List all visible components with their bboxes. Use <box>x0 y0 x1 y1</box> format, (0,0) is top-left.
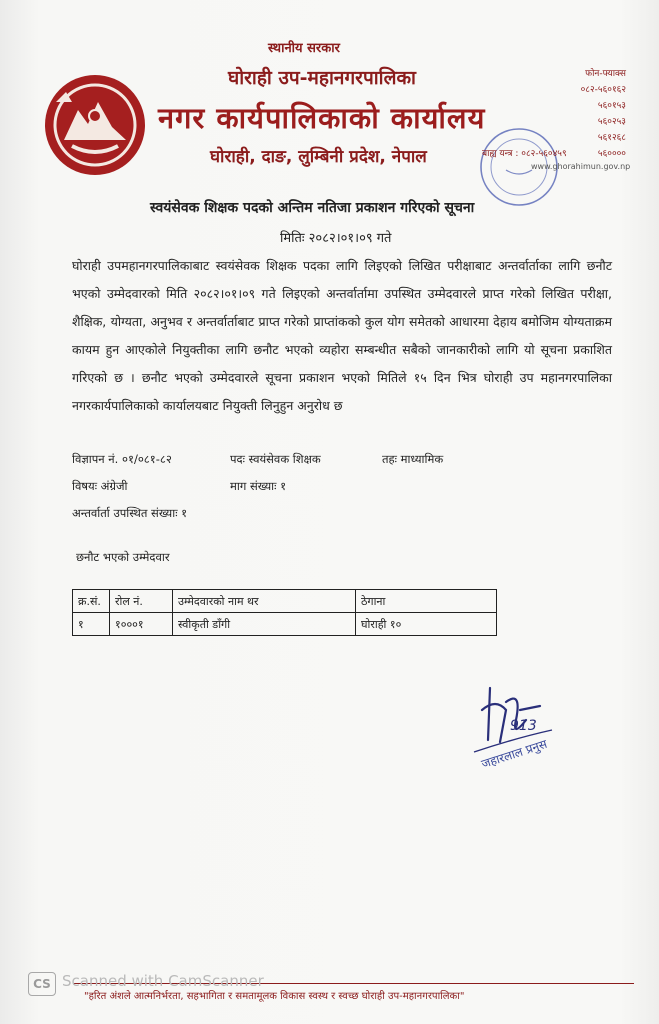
phone-1: ०८२-५६०१६२ <box>580 85 626 95</box>
phone-4: ५६१२६८ <box>597 133 626 143</box>
selected-heading: छनौट भएको उम्मेदवार <box>76 550 170 564</box>
subject-label: विषयः अंग्रेजी <box>72 479 128 493</box>
signature-mark: 913 <box>510 718 537 734</box>
website-url: www.ghorahimun.gov.np <box>531 162 631 171</box>
notice-title: स्वयंसेवक शिक्षक पदको अन्तिम नतिजा प्रकाशन गरिएको सूचना <box>150 200 475 216</box>
phone-2: ५६०१५३ <box>597 101 626 111</box>
post-label: पदः स्वयंसेवक शिक्षक <box>230 452 321 466</box>
fax-number: बाह्य यन्त्र : ०८२-५६०४५९ <box>482 149 567 159</box>
cell-roll: १०००१ <box>110 613 173 636</box>
level-label: तहः माध्यामिक <box>382 452 444 466</box>
cell-serial: १ <box>73 613 110 636</box>
header-roll: रोल नं. <box>110 590 173 613</box>
notice-date: मितिः २०८२।०१।०९ गते <box>280 231 392 246</box>
municipality-name: घोराही उप-महानगरपालिका <box>228 67 416 89</box>
header-name: उम्मेदवारको नाम थर <box>173 590 356 613</box>
ad-number: विज्ञापन नं. ०१/०८१-८२ <box>72 452 172 466</box>
municipality-emblem-icon <box>42 72 148 178</box>
table-header-row <box>73 590 497 613</box>
notice-body: घोराही उपमहानगरपालिकाबाट स्वयंसेवक शिक्षक पदका लागि लिइएको लिखित परीक्षाबाट अन्तर्वार्ताका लागि छनौट भएको उम्मेदवारको मिति २०८२।०१।०९ गते लिइएको अन्तर्वार्तामा उपस्थित उम्मेदवारले प्राप्त गरेको लिखित परीक्षा, शैक्षिक, योग्यता, अनुभव र अन्तर्वार्ताबाट प्राप्त गरेको प्राप्तांकको कुल योग समेतको आधारमा देहाय बमोजिम योग्यताक्रम कायम हुन आएकोले नियुक्तीका लागि छनौट भएको व्यहोरा सम्बन्धीत सबैको जानकारीको लागि यो सूचना प्रकाशित गरिएको छ । छनौट भएको उम्मेदवारले सूचना प्रकाशन भएको मितिले १५ दिन भित्र घोराही उप महानगरपालिका नगरकार्यपालिकाको कार्यालयबाट नियुक्ती लिनुहुन अनुरोध छ <box>72 258 612 413</box>
phone-3: ५६०२५३ <box>597 117 626 127</box>
header-address: ठेगाना <box>356 590 497 613</box>
contact-label: फोन-फ्याक्स <box>585 69 626 79</box>
camscanner-logo: CS <box>28 972 56 996</box>
local-government-label: स्थानीय सरकार <box>268 41 340 56</box>
attendance-count: अन्तर्वार्ता उपस्थित संख्याः १ <box>72 506 188 520</box>
phone-5: ५६०००० <box>597 149 626 159</box>
cell-address: घोराही १० <box>356 613 497 636</box>
header-serial: क्र.सं. <box>73 590 110 613</box>
candidates-table <box>72 589 497 636</box>
cell-name: स्वीकृती डाँगी <box>173 613 356 636</box>
footer-slogan: "हरित अंशले आत्मनिर्भरता, सहभागिता र समतामूलक विकास स्वस्थ र स्वच्छ घोराही उप-महानगरपालिका" <box>84 991 465 1002</box>
office-address: घोराही, दाङ, लुम्बिनी प्रदेश, नेपाल <box>210 147 427 167</box>
demand-count: माग संख्याः १ <box>230 479 287 493</box>
camscanner-watermark: Scanned with CamScanner <box>62 972 264 990</box>
signature-stamp: जहारलाल प्रनुस <box>479 736 549 772</box>
contact-block <box>560 66 626 162</box>
office-name: नगर कार्यपालिकाको कार्यालय <box>158 101 486 135</box>
table-row <box>73 613 497 636</box>
